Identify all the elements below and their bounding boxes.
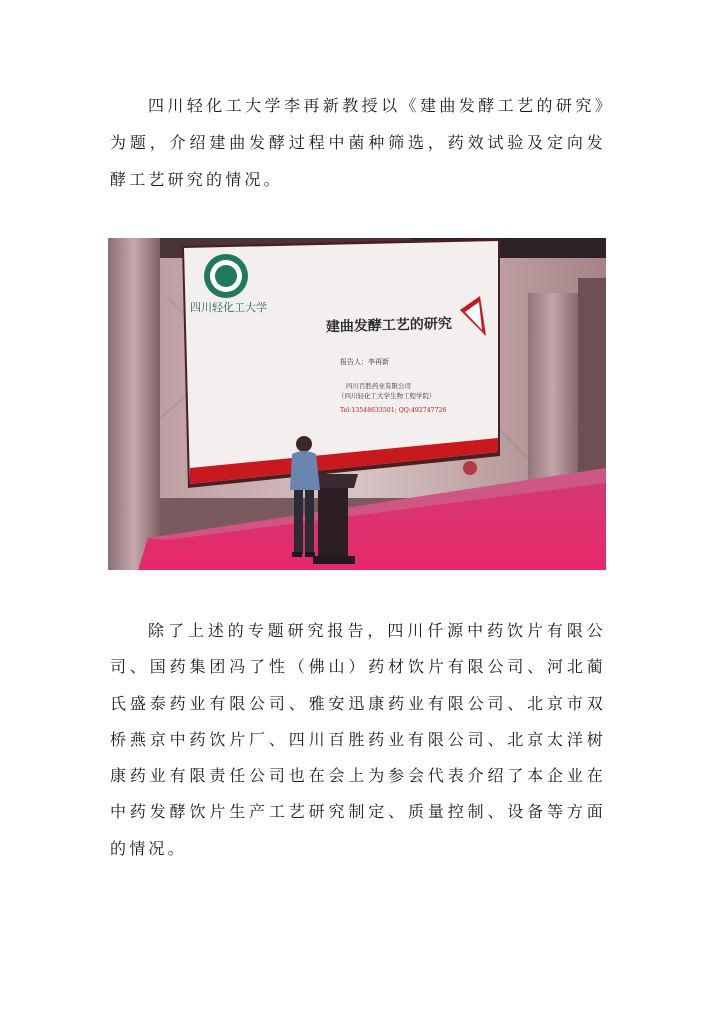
slide-university-name: 四川轻化工大学 — [190, 301, 267, 314]
slide-contact: Tel:13548633501; QQ:492747726 — [340, 407, 447, 414]
slide-title: 建曲发酵工艺的研究 — [325, 316, 453, 336]
paragraph-intro: 四川轻化工大学李再新教授以《建曲发酵工艺的研究》为题，介绍建曲发酵过程中菌种筛选，药效试验及定向发酵工艺研究的情况。 — [110, 96, 606, 189]
slide-reporter: 报告人：李再新 — [340, 358, 389, 366]
slide-org1: 四川百胜药业有限公司 — [346, 382, 411, 390]
conference-photo — [108, 238, 606, 570]
paragraph-companies: 除了上述的专题研究报告，四川仟源中药饮片有限公司、国药集团冯了性（佛山）药材饮片有限公司、河北蔺氏盛泰药业有限公司、雅安迅康药业有限公司、北京市双桥燕京中药饮片厂、四川百胜药业有限公司、北京太洋树康药业有限责任公司也在会上为参会代表介绍了本企业在中药发酵饮片生产工艺研究制定、质量控制、设备等方面的情况。 — [110, 621, 606, 858]
slide-org2: （四川轻化工大学生物工程学院） — [338, 392, 436, 400]
